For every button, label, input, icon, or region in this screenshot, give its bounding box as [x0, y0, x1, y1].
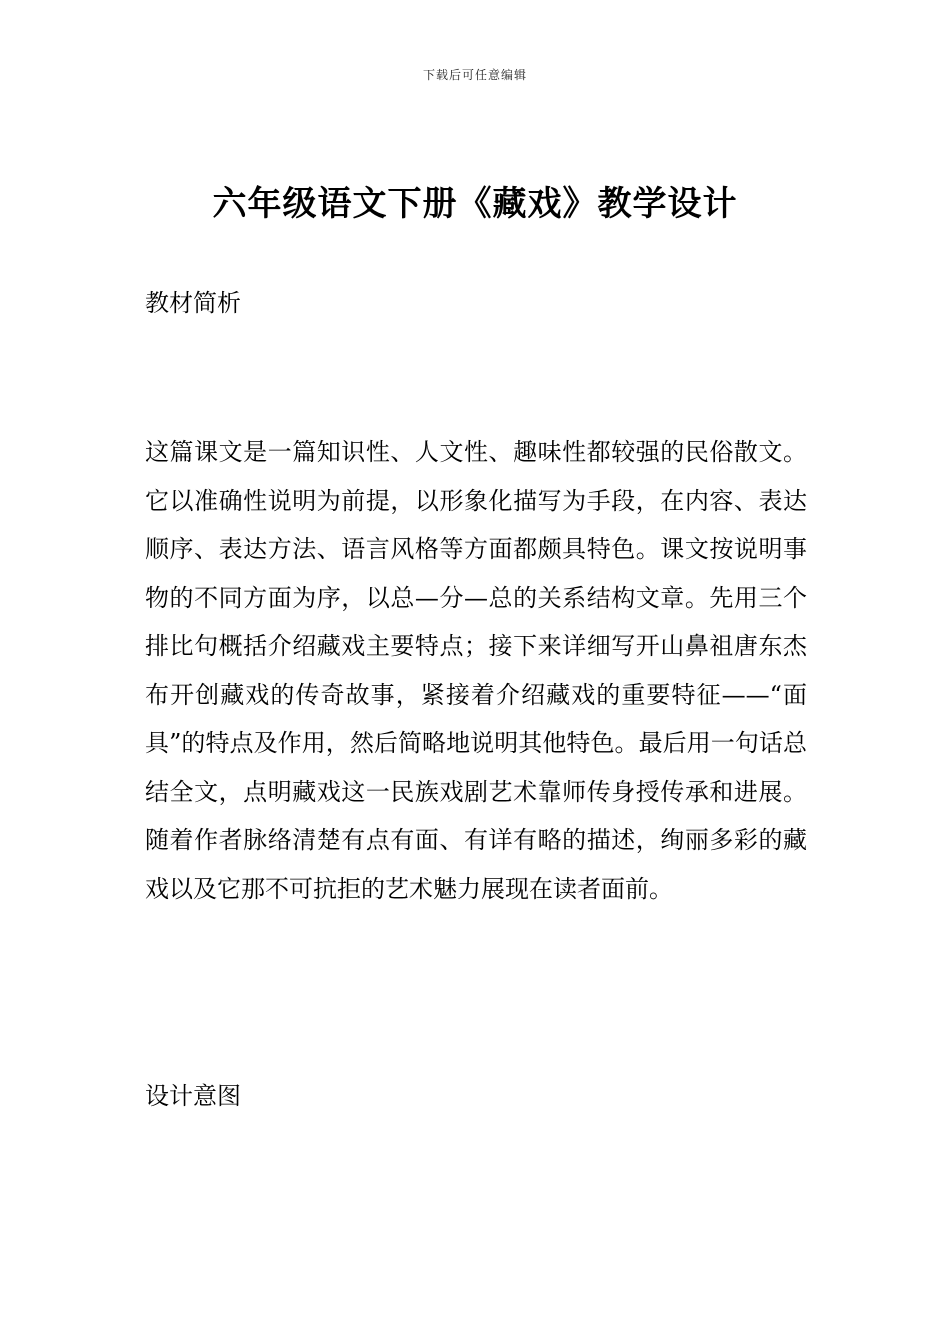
section-heading-textbook-analysis: 教材简析 [145, 289, 241, 317]
section-heading-design-intent: 设计意图 [145, 1082, 241, 1110]
section-paragraph-textbook-analysis: 这篇课文是一篇知识性、人文性、趣味性都较强的民俗散文。它以准确性说明为前提，以形象化描写为手段，在内容、表达顺序、表达方法、语言风格等方面都颇具特色。课文按说明事物的不同方面为序，以总—分—总的关系结构文章。先用三个排比句概括介绍藏戏主要特点；接下来详细写开山鼻祖唐东杰布开创藏戏的传奇故事，紧接着介绍藏戏的重要特征——“面具”的特点及作用，然后简略地说明其他特色。最后用一句话总结全文，点明藏戏这一民族戏剧艺术靠师传身授传承和进展。随着作者脉络清楚有点有面、有详有略的描述，绚丽多彩的藏戏以及它那不可抗拒的艺术魅力展现在读者面前。 [145, 438, 807, 903]
header-note: 下载后可任意编辑 [422, 68, 527, 82]
page-title: 六年级语文下册《藏戏》教学设计 [212, 184, 738, 224]
